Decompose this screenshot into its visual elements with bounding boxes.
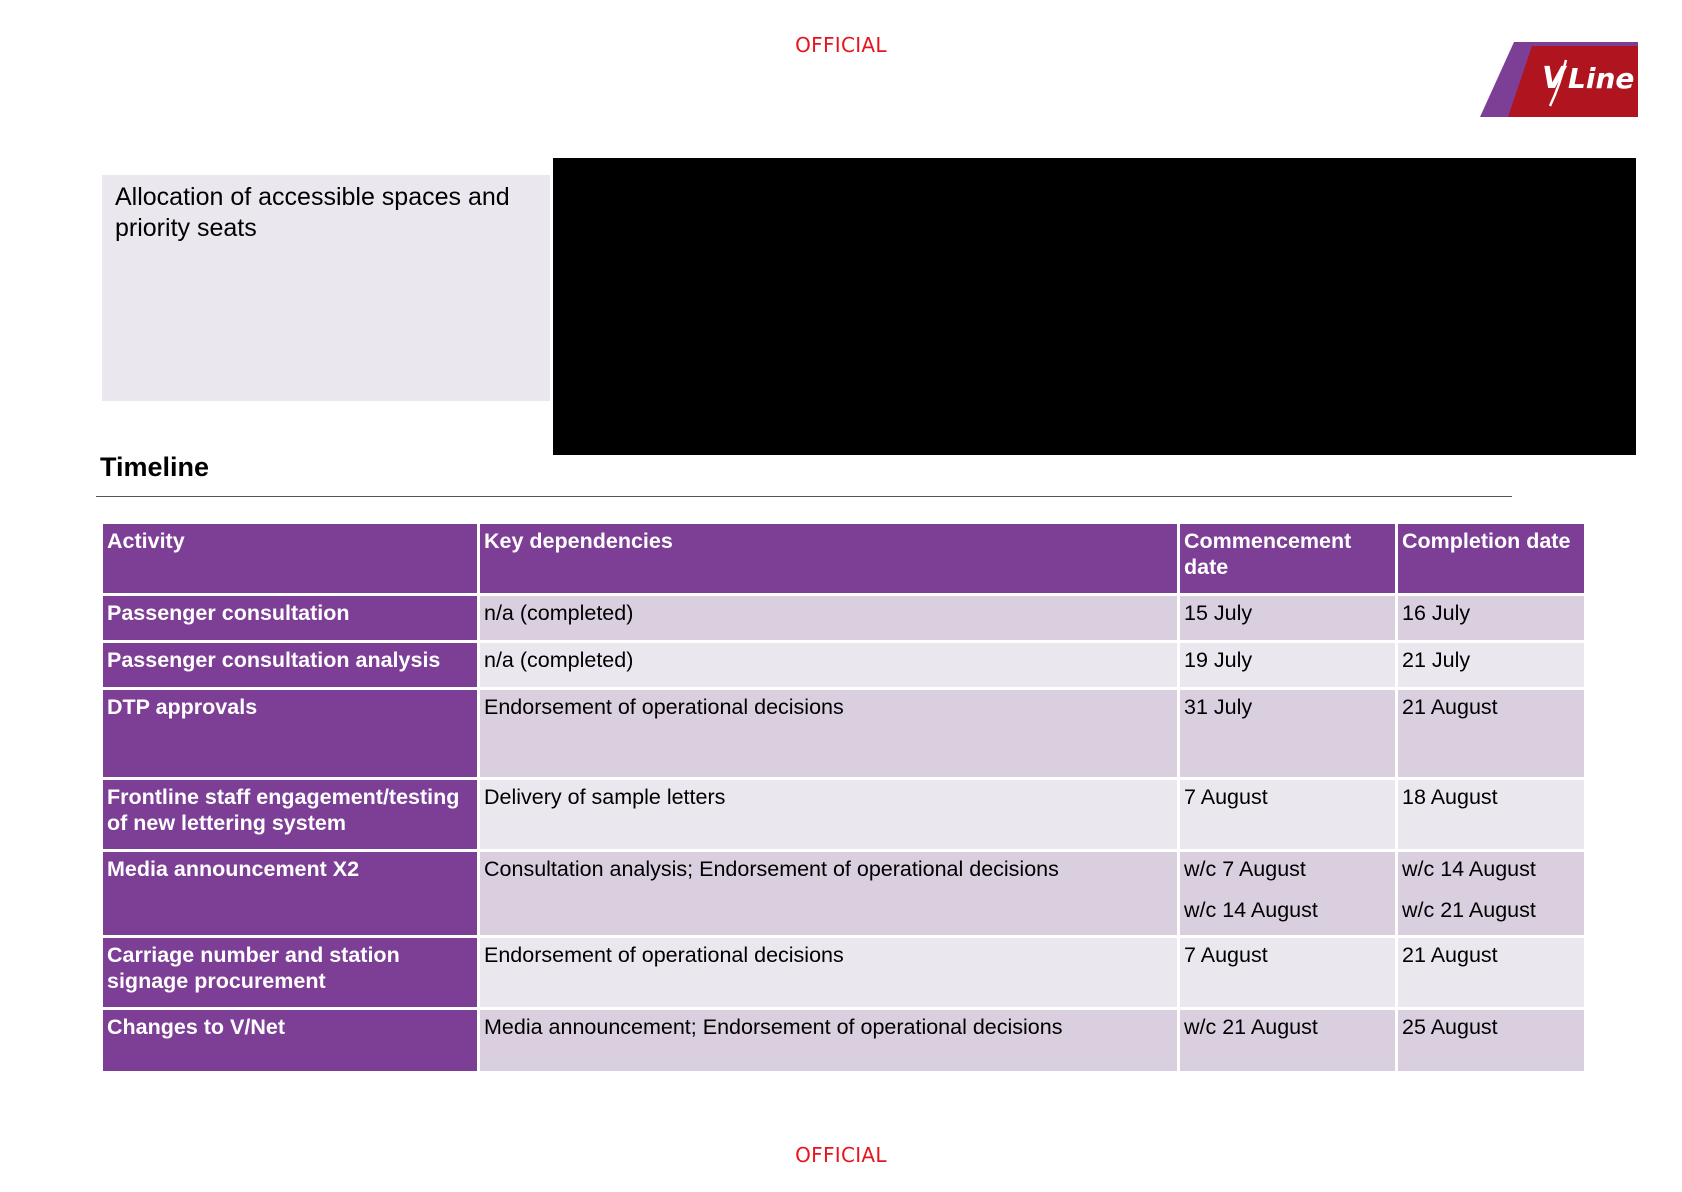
table-row: [103, 643, 1584, 687]
classification-footer: OFFICIAL: [795, 1143, 887, 1167]
completion-cell: 21 July: [1398, 643, 1584, 687]
commencement-cell: w/c 21 August: [1180, 1010, 1395, 1071]
section-heading-timeline: Timeline: [100, 452, 210, 482]
table-row: [103, 690, 1584, 777]
commencement-date: w/c 7 August: [1184, 857, 1306, 881]
table-row: [103, 780, 1584, 849]
commencement-cell: 31 July: [1180, 690, 1395, 777]
redacted-block: [553, 158, 1636, 455]
commencement-cell: [1180, 852, 1395, 935]
completion-date: w/c 14 August: [1402, 857, 1536, 881]
table-row: [103, 938, 1584, 1007]
completion-cell: 25 August: [1398, 1010, 1584, 1071]
dependencies-cell: Media announcement; Endorsement of operational decisions: [480, 1010, 1177, 1071]
timeline-table: [100, 521, 1587, 1074]
completion-cell: [1398, 852, 1584, 935]
dependencies-cell: Delivery of sample letters: [480, 780, 1177, 849]
commencement-cell: 7 August: [1180, 938, 1395, 1007]
section-divider: [96, 496, 1512, 497]
completion-cell: 16 July: [1398, 596, 1584, 640]
completion-cell: 18 August: [1398, 780, 1584, 849]
commencement-cell: 15 July: [1180, 596, 1395, 640]
svg-text:Line: Line: [1568, 62, 1635, 95]
commencement-cell: 19 July: [1180, 643, 1395, 687]
activity-cell: Carriage number and station signage procurement: [103, 938, 477, 1007]
column-header-activity: Activity: [103, 524, 477, 593]
activity-cell: Passenger consultation analysis: [103, 643, 477, 687]
commencement-date-second: w/c 14 August: [1184, 898, 1318, 922]
table-row: [103, 852, 1584, 935]
svg-text:V: V: [1542, 61, 1566, 96]
column-header-commencement: Commencement date: [1180, 524, 1395, 593]
activity-cell: Passenger consultation: [103, 596, 477, 640]
table-row: [103, 1010, 1584, 1071]
dependencies-cell: Consultation analysis; Endorsement of operational decisions: [480, 852, 1177, 935]
dependencies-cell: n/a (completed): [480, 596, 1177, 640]
column-header-completion: Completion date: [1398, 524, 1584, 593]
table-header-row: [103, 524, 1584, 593]
completion-cell: 21 August: [1398, 690, 1584, 777]
activity-cell: Changes to V/Net: [103, 1010, 477, 1071]
table-row: [103, 596, 1584, 640]
allocation-label: Allocation of accessible spaces and priority seats: [115, 183, 510, 242]
vline-logo: [1480, 40, 1638, 119]
dependencies-cell: Endorsement of operational decisions: [480, 938, 1177, 1007]
classification-header: OFFICIAL: [795, 33, 887, 57]
dependencies-cell: n/a (completed): [480, 643, 1177, 687]
commencement-cell: 7 August: [1180, 780, 1395, 849]
column-header-dependencies: Key dependencies: [480, 524, 1177, 593]
activity-cell: Media announcement X2: [103, 852, 477, 935]
activity-cell: DTP approvals: [103, 690, 477, 777]
completion-date-second: w/c 21 August: [1402, 898, 1536, 922]
completion-cell: 21 August: [1398, 938, 1584, 1007]
activity-cell: Frontline staff engagement/testing of new lettering system: [103, 780, 477, 849]
dependencies-cell: Endorsement of operational decisions: [480, 690, 1177, 777]
